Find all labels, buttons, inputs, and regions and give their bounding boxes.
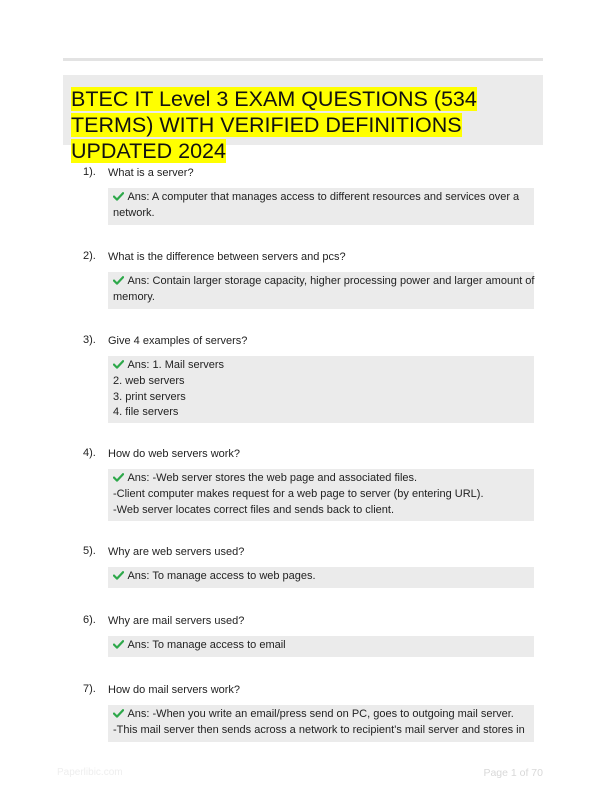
question-number: 2). <box>83 250 96 262</box>
answer-text: -Client computer makes request for a web page to server (by entering URL). <box>113 488 484 501</box>
document-title-text: BTEC IT Level 3 EXAM QUESTIONS (534 TERMS) WITH VERIFIED DEFINITIONS UPDATED 2024 <box>71 87 477 163</box>
answer-line <box>113 358 529 374</box>
answer-line <box>113 707 529 723</box>
answer-line <box>113 471 529 487</box>
question-text: Why are mail servers used? <box>108 615 245 627</box>
answer-line <box>113 274 535 290</box>
answer-box <box>108 636 534 657</box>
answer-text: Ans: -When you write an email/press send on PC, goes to outgoing mail server. <box>127 708 514 720</box>
answer-text: Ans: 1. Mail servers <box>127 359 225 371</box>
answer-text: 3. print servers <box>113 390 186 403</box>
answer-box <box>108 188 534 225</box>
answer-line <box>113 290 529 305</box>
question-text: What is the difference between servers and pcs? <box>108 251 346 263</box>
answer-text: Ans: To manage access to email <box>127 639 286 651</box>
question-number: 5). <box>83 545 96 557</box>
answer-text: -This mail server then sends across a network to recipient's mail server and stores in <box>113 724 525 737</box>
answer-box <box>108 356 534 423</box>
question-number: 3). <box>83 334 96 346</box>
answer-box <box>108 272 534 309</box>
answer-text: Ans: -Web server stores the web page and associated files. <box>127 472 418 484</box>
question-text: Give 4 examples of servers? <box>108 335 248 347</box>
checkmark-icon <box>113 570 125 585</box>
top-divider <box>63 58 543 61</box>
answer-line <box>113 503 529 518</box>
answer-text: network. <box>113 207 155 220</box>
question-text: How do mail servers work? <box>108 684 241 696</box>
answer-line <box>113 390 529 405</box>
answer-text: Ans: A computer that manages access to different resources and services over a <box>127 191 520 203</box>
question-text: What is a server? <box>108 167 194 179</box>
answer-text: -Web server locates correct files and sends back to client. <box>113 503 395 516</box>
answer-line <box>113 405 529 420</box>
question-number: 6). <box>83 614 96 626</box>
question-text: Why are web servers used? <box>108 546 245 558</box>
title-banner <box>63 75 543 163</box>
question-number: 7). <box>83 683 96 695</box>
answer-box <box>108 469 534 521</box>
checkmark-icon <box>113 472 125 487</box>
answer-text: memory. <box>113 291 155 304</box>
question-text: How do web servers work? <box>108 448 241 460</box>
answer-line <box>113 638 529 654</box>
question-number: 4). <box>83 447 96 459</box>
document-title <box>71 86 541 164</box>
answer-line <box>113 487 529 502</box>
answer-text: Ans: To manage access to web pages. <box>127 570 316 582</box>
answer-line <box>113 723 529 738</box>
answer-box <box>108 705 534 742</box>
answer-line <box>113 206 529 221</box>
checkmark-icon <box>113 639 125 654</box>
answer-line <box>113 374 529 389</box>
answer-text: Ans: Contain larger storage capacity, higher processing power and larger amount of <box>127 275 535 287</box>
answer-line <box>113 569 529 585</box>
answer-text: 2. web servers <box>113 375 185 388</box>
checkmark-icon <box>113 359 125 374</box>
answer-line <box>113 190 529 206</box>
question-number: 1). <box>83 166 96 178</box>
checkmark-icon <box>113 708 125 723</box>
footer-watermark: Paperlibic.com <box>57 767 123 778</box>
answer-text: 4. file servers <box>113 405 179 418</box>
answer-box <box>108 567 534 588</box>
checkmark-icon <box>113 275 125 290</box>
page-number: Page 1 of 70 <box>483 767 543 779</box>
checkmark-icon <box>113 191 125 206</box>
